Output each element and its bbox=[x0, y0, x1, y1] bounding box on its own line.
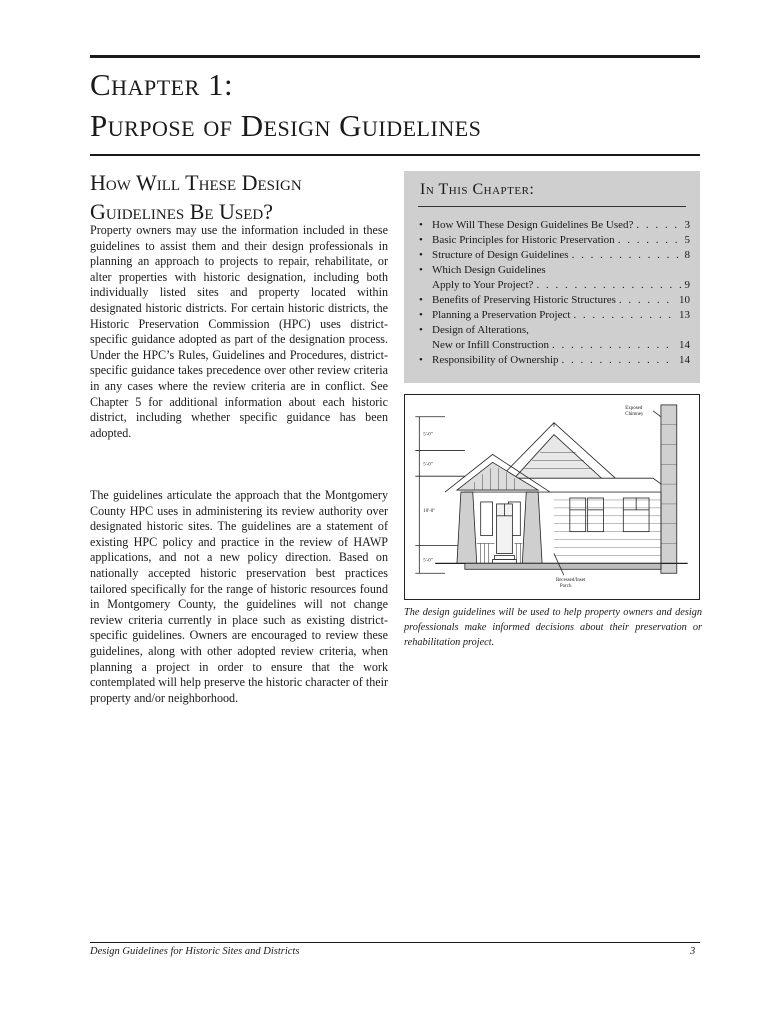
toc-item[interactable]: • Structure of Design Guidelines . . . 8 bbox=[418, 248, 690, 263]
toc-item[interactable]: • Responsibility of Ownership . . . 14 bbox=[418, 353, 690, 368]
title-rule bbox=[90, 154, 700, 156]
svg-text:Chimney: Chimney bbox=[625, 411, 644, 417]
footer-rule bbox=[90, 942, 700, 943]
toc-page-number: 14 bbox=[679, 354, 690, 366]
sidebar-title: In This Chapter: bbox=[420, 181, 535, 198]
toc-page-number: 9 bbox=[684, 279, 690, 291]
toc-page-number: 10 bbox=[679, 294, 690, 306]
svg-text:Exposed: Exposed bbox=[625, 405, 643, 411]
body-paragraph: The guidelines articulate the approach that the Montgomery County HPC uses in administering its review authority over designated historic sites. The guidelines are a statement of existing HPC policy and practice in the review of HAWP applications, and not a new policy direction. Based on nationally accepted historic preservation best practices tailored specifically for the range of historic resources found in Montgomery County, the guidelines will not change review criteria currently in place such as existing district-specific guidelines. Owners are encouraged to review these guidelines, along with other adopted review criteria, when planning a project in order to ensure that the work contemplated will help preserve the historic character of their property and/or neighborhood. bbox=[90, 488, 388, 705]
toc-page-number: 5 bbox=[684, 234, 690, 246]
svg-text:5'-0": 5'-0" bbox=[423, 432, 433, 438]
toc-item[interactable]: • Basic Principles for Historic Preservation . . . 5 bbox=[418, 233, 690, 248]
body-paragraph: Property owners may use the information included in these guidelines to assist them and their design professionals in planning an approach to projects to repair, rehabilitate, or alter properties with historic designation, including both individually listed sites and property located within designated historic districts. For certain historic districts, the Historic Preservation Commission (HPC) uses district-specific guidance adopted as part of the designation process. Under the HPC’s Rules, Guidelines and Procedures, district-specific guidance takes precedence over other review criteria in any cases where the review criteria are in conflict. See Chapter 5 for additional information about each historic district, including whether specific guidance has been adopted. bbox=[90, 223, 388, 440]
sidebar-divider bbox=[418, 206, 686, 207]
toc-page-number: 3 bbox=[684, 219, 690, 231]
toc-page-number: 13 bbox=[679, 309, 690, 321]
section-heading: How Will These Design Guidelines Be Used? bbox=[90, 170, 302, 224]
chapter-name: Purpose of Design Guidelines bbox=[90, 108, 482, 143]
top-rule bbox=[90, 55, 700, 58]
toc-item[interactable]: • Benefits of Preserving Historic Structures . . . 10 bbox=[418, 293, 690, 308]
svg-text:5'-0": 5'-0" bbox=[423, 462, 433, 468]
figure-caption: The design guidelines will be used to help property owners and design professionals make informed decisions about their preservation or rehabilitation project. bbox=[404, 607, 702, 648]
svg-text:10'-0": 10'-0" bbox=[423, 508, 436, 514]
house-illustration bbox=[405, 395, 699, 599]
toc-item[interactable]: • Planning a Preservation Project . . . 13 bbox=[418, 308, 690, 323]
page-number: 3 bbox=[690, 946, 696, 957]
svg-text:5'-0": 5'-0" bbox=[423, 558, 433, 564]
toc-item[interactable]: • How Will These Design Guidelines Be Used? . . . 3 bbox=[418, 218, 690, 233]
toc-page-number: 8 bbox=[684, 249, 690, 261]
chapter-contents-list bbox=[418, 218, 690, 368]
chapter-title bbox=[90, 64, 700, 146]
running-footer: Design Guidelines for Historic Sites and Districts bbox=[90, 946, 300, 957]
toc-item[interactable]: • Which Design Guidelines Apply to Your Project? . . . 9 bbox=[418, 263, 690, 293]
toc-page-number: 14 bbox=[679, 339, 690, 351]
bungalow-elevation-drawing bbox=[404, 394, 700, 600]
svg-text:Porch: Porch bbox=[559, 584, 572, 590]
svg-text:Recessed/Inset: Recessed/Inset bbox=[555, 578, 586, 584]
toc-item[interactable]: • Design of Alterations, New or Infill Construction . . . 14 bbox=[418, 323, 690, 353]
in-this-chapter-box bbox=[404, 171, 700, 383]
chapter-number: Chapter 1: bbox=[90, 67, 234, 102]
